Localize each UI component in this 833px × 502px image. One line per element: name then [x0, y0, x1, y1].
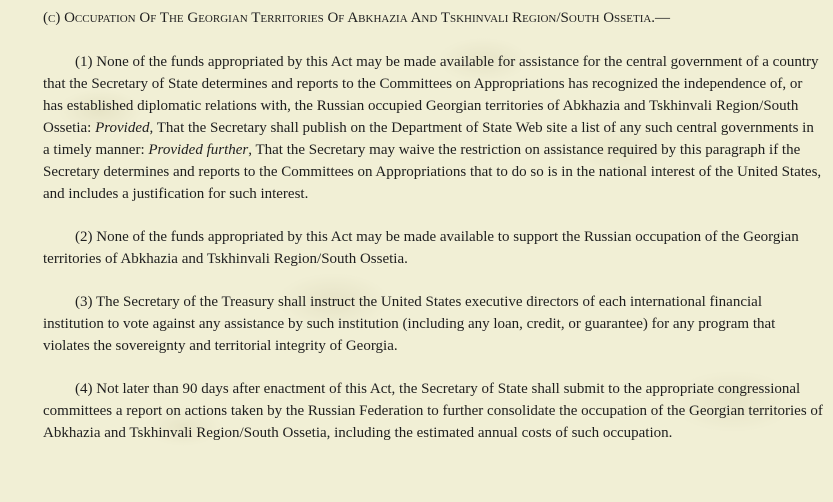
document-body — [43, 7, 823, 465]
paragraph-1-text-c: , That the Secretary may waive the restriction on assistance required by this paragraph if the Secretary determines and reports to the Committees on Appropriations that to do so is in the national interest of the United States, and includes a justification for such interest. — [43, 142, 822, 202]
paragraph-1 — [43, 51, 823, 205]
paragraph-1-proviso-1: Provided — [95, 120, 150, 136]
section-heading: (c) Occupation Of The Georgian Territories Of Abkhazia And Tskhinvali Region/South Ossetia.— — [43, 10, 671, 26]
paragraph-2: (2) None of the funds appropriated by this Act may be made available to support the Russian occupation of the Georgian territories of Abkhazia and Tskhinvali Region/South Ossetia. — [43, 229, 799, 267]
paragraph-1-proviso-2: Provided further — [148, 142, 249, 158]
paragraph-1-text-b: , That the Secretary shall publish on the Department of State Web site a list of any such central governments in a timely manner: — [43, 120, 814, 158]
paragraph-4: (4) Not later than 90 days after enactment of this Act, the Secretary of State shall submit to the appropriate congressional committees a report on actions taken by the Russian Federation to further consolidate the occupation of the Georgian territories of Abkhazia and Tskhinvali Region/South Ossetia, including the estimated annual costs of such occupation. — [43, 381, 823, 441]
paragraph-1-text-a: (1) None of the funds appropriated by this Act may be made available for assistance for the central government of a country that the Secretary of State determines and reports to the Committees on Appropriations has recognized the independence of, or has established diplomatic relations with, the Russian occupied Georgian territories of Abkhazia and Tskhinvali Region/South Ossetia: — [43, 54, 819, 136]
paragraph-3: (3) The Secretary of the Treasury shall instruct the United States executive directors of each international financial institution to vote against any assistance by such institution (including any loan, credit, or guarantee) for any program that violates the sovereignty and territorial integrity of Georgia. — [43, 294, 776, 354]
